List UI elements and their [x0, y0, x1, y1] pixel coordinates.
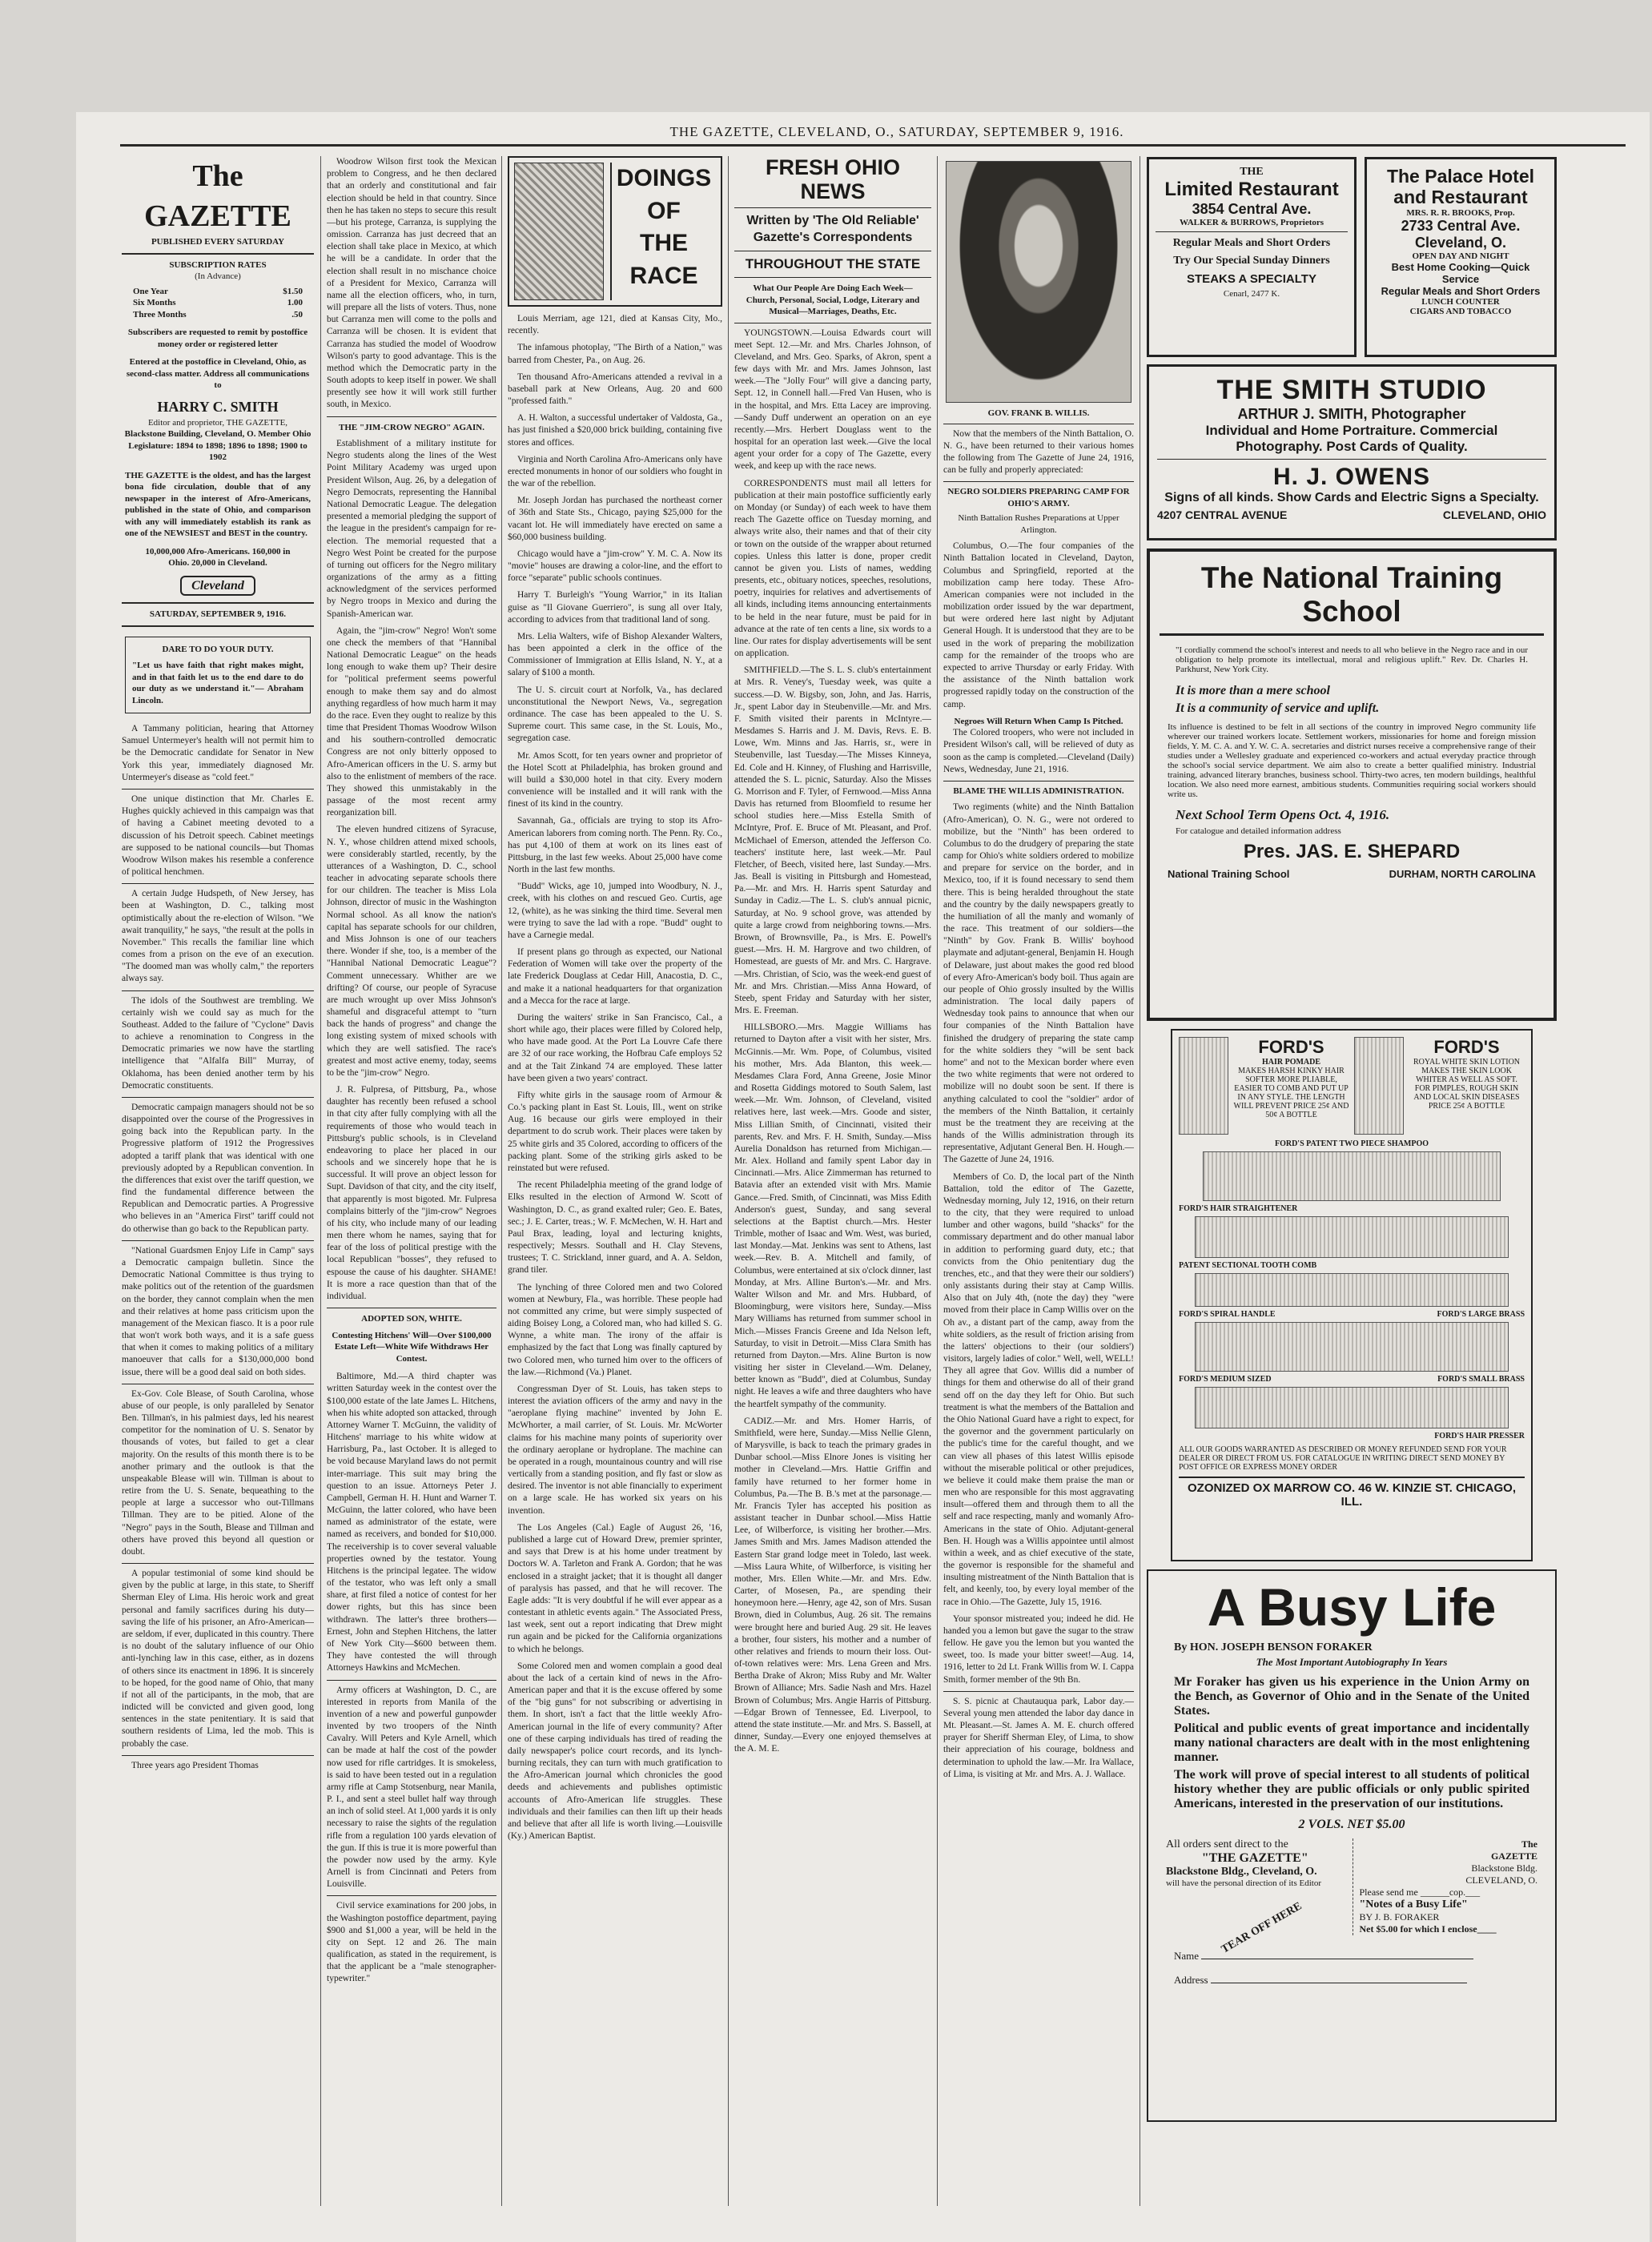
ad-lunch: LUNCH COUNTER — [1421, 296, 1500, 307]
camp-subhead: Ninth Battalion Rushes Preparations at Upper Arlington. — [958, 513, 1119, 535]
article-paragraph: The eleven hundred citizens of Syracuse, N. Y., whose children attend mixed schools, were considerably startled, recently, by the utterances of a Washington, D. C., school teacher in advocating separate schools there for our children. The teacher is Miss Lola Johnson, director of music in the Washington Normal school. As all know the nation's capital has separate schools for our children, and Miss Johnson is one of our teachers there. Wonder if she, too, is a member of the "Hannibal National Democratic League"? Comment unnecessary. Whither are we drifting? Of course, our people of Syracuse are much wrought up over Miss Johnson's shameful and disgraceful attempt to "turn back the hands of progress" and change the long existing system of mixed schools with which they are well satisfied. The race's greatest and most active enemy, today, seems to be the "jim-crow" Negro. — [327, 825, 496, 1078]
coupon-line: Blackstone Bldg. — [1471, 1862, 1537, 1874]
column-divider — [320, 156, 321, 2206]
willis-headline: BLAME THE WILLIS ADMINISTRATION. — [953, 786, 1124, 796]
lotion-bottle-image — [1354, 1037, 1404, 1135]
ad-guarantee: ALL OUR GOODS WARRANTED AS DESCRIBED OR MONEY REFUNDED SEND FOR YOUR DEALER OR DIRECT FROM US. FOR CATALOGUE IN WRITING DIRECT SEND MONEY BY POST OFFICE OR EXPRESS MONEY ORDER — [1179, 1445, 1507, 1472]
editor-address: Blackstone Building, Cleveland, O. Member Ohio Legislature: 1894 to 1898; 1896 to 1898; 1900 to 1902 — [124, 429, 312, 463]
column-2 — [327, 156, 496, 2206]
ad-owens-name: H. J. OWENS — [1272, 464, 1431, 490]
article-paragraph: The Colored troopers, who were not included in President Wilson's call, will be relieved of duty as soon as the camp is completed.—Cleveland (Daily) News, Wednesday, June 21, 1916. — [943, 728, 1134, 774]
ad-school-president: Pres. JAS. E. SHEPARD — [1243, 841, 1461, 862]
ad-product-text: MAKES HARSH KINKY HAIR SOFTER MORE PLIABLE, EASIER TO COMB AND PUT UP IN ANY STYLE. THE LENGTH WILL PREVENT PRICE 25¢ AND 50¢ A BOTTLE — [1233, 1067, 1349, 1119]
news-item: Ten thousand Afro-Americans attended a revival in a baseball park at New Orleans, Aug. 20 and 600 "professed faith." — [508, 372, 722, 407]
ad-book-price: 2 VOLS. NET $5.00 — [1298, 1818, 1405, 1831]
news-item: The infamous photoplay, "The Birth of a Nation," was barred from Chester, Pa., on Aug. 26. — [508, 343, 722, 365]
sectional-comb-image — [1195, 1273, 1509, 1307]
ad-book-subtitle: The Most Important Autobiography In Years — [1256, 1656, 1448, 1668]
town-report: SMITHFIELD.—The S. L. S. club's entertainment at Mrs. R. Veney's, Tuesday week, was quite a success.—D. W. Bigsby, son, John, and Jas. Harris, Jr., spent Labor day in Steubenville.—Mr. and Mrs. F. Smith visited their parents in McIntyre.—Mesdames S. Harris and J. M. Davis, Revs. E. B. Lowe, Wm. Minns and Jas. Harris, sr., were in Steubenville, last Tuesday.—The Misses Kinneya, Ed. Cole and H. Kinney, of Flushing and Harrisville, attended the S. L. picnic, Saturday. Also the Misses G. Morrison and F. Tyler, of Fernwood.—Miss Anna Davis has returned from Bloomfield to resume her school studies here.—Miss Estella Smith of McIntyre, Prof. E. Bruce of Mt. Pleasant, and Prof. McMichael of Emerson, attended the Jefferson Co. teachers' institute here, last week.—Mr. Paul Fletcher, of Beech, visited here, last Sunday.—Mrs. Jas. Beall is visiting in Pittsburgh and Homestead, Pa.—Mr. and Mrs. H. Harris spent Saturday and Sunday in Cadiz.—The L. S. club's annual picnic, Saturday, at No. 9 school grove, was attended by quite a large crowd from neighboring towns.—Mrs. Brown, of Brownsville, Pa., is Mrs. E. Powell's guest.—Mrs. H. M. Hargrove and two children, of Homestead, are guests of Mr. and Mrs. C. Hargrave.—Mrs. Christian, of Scio, was the week-end guest of Mr. and Mrs. Christian.—Miss Anna Howard, of Steeb, spent Friday and Saturday with her sister, Mrs. E. Freeman. — [734, 665, 931, 1016]
ad-footer: DURHAM, NORTH CAROLINA — [1389, 868, 1536, 880]
ad-product-label: FORD'S HAIR PRESSER — [1434, 1432, 1525, 1440]
limited-restaurant-ad — [1147, 157, 1357, 357]
straightener-image — [1195, 1216, 1509, 1258]
medium-comb-image — [1195, 1387, 1509, 1428]
ad-author: By HON. JOSEPH BENSON FORAKER — [1174, 1641, 1373, 1653]
editorial-paragraph: A certain Judge Hudspeth, of New Jersey, has been at Washington, D. C., talking most optimistically about the re-election of Wilson. "We await tranquility," he says, "the result at the polls in November." This recalls the familiar line which comes from a prison on the eve of an execution. "The doomed man was wholly calm," the reporters always say. — [122, 889, 314, 984]
article-paragraph: Establishment of a military institute for Negro students along the lines of the West Point Military Academy was urged upon President Wilson, Aug. 26, by a delegation of Negro Democrats, representing the Hannibal National Democratic League. The delegation presented a memorial pledging the support of the league in the president's campaign for re-election. The memorial requested that a Negro West Point be created for the purpose of turning out officers for the Negro military organizations of the army as a fitting acknowledgment of the services performed by Negro troops in Mexico and during the Spanish-American war. — [327, 439, 496, 619]
ad-product-label: FORD'S SPIRAL HANDLE — [1179, 1310, 1276, 1319]
ad-book-text: Mr Foraker has given us his experience in the Union Army on the Bench, as Governor of Ohio and in the Senate of the United States. — [1174, 1675, 1529, 1718]
ad-address: 4207 CENTRAL AVENUE — [1157, 508, 1288, 521]
news-item: Mrs. Lelia Walters, wife of Bishop Alexander Walters, has been appointed a clerk in the office of the Commissioner of Immigration at Ellis Island, N. Y., at a salary of $100 a month. — [508, 631, 722, 678]
masthead: THE GAZETTE, CLEVELAND, O., SATURDAY, SEPTEMBER 9, 1916. — [669, 124, 1124, 139]
ad-school-tagline: It is more than a mere school — [1176, 684, 1330, 697]
population-stats: 10,000,000 Afro-Americans. 160,000 in Ohio. 20,000 in Cleveland. — [145, 546, 291, 569]
coupon-line: The — [1521, 1838, 1537, 1850]
ad-brand-sub: HAIR POMADE — [1261, 1058, 1321, 1067]
ad-the: THE — [1240, 166, 1264, 178]
adopted-son-headline: ADOPTED SON, WHITE. — [361, 1314, 462, 1324]
adopted-son-subhead: Contesting Hitchens' Will—Over $100,000 Estate Left—White Wife Withdraws Her Contest. — [332, 1330, 492, 1364]
editorial-paragraph: Ex-Gov. Cole Blease, of South Carolina, whose abuse of our people, is only paralleled by Senator Ben. Tillman's, in his palmiest days, led his nearest competitor for the nomination of U. S. Senator by thousands of votes, but failed to get a clear majority. On the results of this month there is to be another primary and the outlook is that the unspeakable Blease will win. Tillman is about to retire from the U. S. Senate, bequeathing to the people at large a successor who out-Tillmans Tillman. They are to be pitied. Alone of the "Negro" pays in the South, Blease and Tillman and others have proved this beyond all question or doubt. — [122, 1388, 314, 1557]
ad-product-label: FORD'S MEDIUM SIZED — [1179, 1375, 1272, 1384]
entered-note: Entered at the postoffice in Cleveland, Ohio, as second-class matter. Address all communications to — [126, 357, 310, 391]
brass-comb-image — [1195, 1322, 1509, 1372]
ad-brand: FORD'S — [1258, 1037, 1324, 1057]
editorial-paragraph: Democratic campaign managers should not be so disappointed over the course of the Progressives in going back into the Republican party. In the Progressive platform of 1912 the Progressives adopted a tariff plank that was identical with one previously adopted by a Republican convention. In the differences that exist over the tariff question, we find the fundamental difference between the Republican and Democratic parties. A Progressive who believes in an "America First" tariff could not do otherwise than go back to the Republican party. — [122, 1102, 314, 1234]
editorial-paragraph: The idols of the Southwest are trembling. We certainly wish we could say as much for the Southeast. Added to the failure of "Cyclone" Davis to achieve a renomination to Congress in the Democratic primaries we now have the startling intelligence that "Alfalfa Bill" Murray, of Oklahoma, has been denied another term by his Democratic constituents. — [122, 995, 314, 1091]
town-report: YOUNGSTOWN.—Louisa Edwards court will meet Sept. 12.—Mr. and Mrs. Charles Johnson, of Cleveland, and Mrs. Geo. Sparks, of Akron, spent a few days with Mr. and Mrs. James Johnson, last week.—The "Jolly Four" will give a dancing party, Sept. 12, in Connell hall.—Fred Van Husen, who is in the hospital, and Mrs. Etta Lacey are improving.—Sandy Duff underwent an operation on an eye recently.—Mrs. Herbert Douglass went to the hospital for an operation last week.—Give the local agent your order for a copy of The Gazette, every week, and keep up with the race news. — [734, 327, 931, 472]
ad-personal: will have the personal direction of its Editor — [1166, 1878, 1321, 1888]
news-item: Harry T. Burleigh's "Young Warrior," in its Italian guise as "Il Giovane Guerriero", is sung all over Italy, according to advices from that traditional land of song. — [508, 590, 722, 625]
ad-brand: FORD'S — [1433, 1037, 1500, 1057]
news-item: "Budd" Wicks, age 10, jumped into Woodbury, N. J., creek, with his clothes on and rescued Geo. Curtis, age 12, (white), as he was sinking the third time. Several men were trying to save the lad with a rope. "Budd" ought to have a Carnegie medal. — [508, 882, 722, 940]
ad-school-body: Its influence is destined to be felt in all sections of the country in improved Negro community life wherever our trained workers locate. Settlement workers, missionaries for home and foreign mission fields, Y. M. C. A. and Y. W. C. A. secretaries and district nurses receive a comprehensive range of their studies under a Wellesley graduate and experienced co-workers and actual everyday practice through the school's social service department. We aim also to create a better qualified ministry. Industrial training, advanced literary branches, business school. Thirty-two acres, ten modern buildings, healthful location. We also need more earnest, ambitious students. Communities requiring social workers should write us. — [1168, 722, 1536, 799]
editorial-paragraph: A Tammany politician, hearing that Attorney Samuel Untermeyer's health will not permit him to be the Democratic candidate for Senator in New York this year, immediately diagnosed Mr. Untermeyer's disease as "cold feet." — [122, 724, 314, 782]
article-paragraph: Again, the "jim-crow" Negro! Won't some one check the members of that "Hannibal National Democratic League" on the heads long enough to wake them up? Their desire for "political preferment seems powerful enough to make them say and do almost anything regardless of how much harm it may do the race. Even they ought to realize by this time that President Thomas Woodrow Wilson and his southern-controlled democratic Congress are not only bitterly opposed to Afro-American officers in the U. S. army but also to the enlistment of members of the race. They showed this unmistakably in the passage of the most recent army reorganization bill. — [327, 625, 496, 818]
column-divider — [501, 156, 502, 2206]
ad-signs: Signs of all kinds. Show Cards and Electric Signs a Specialty. — [1164, 491, 1539, 504]
editor-name: HARRY C. SMITH — [157, 398, 279, 415]
news-item: During the waiters' strike in San Francisco, Cal., a short while ago, their places were filled by Colored help, who have made good. At the Port La Louvre Cafe there are 32 of our race working, the Hofbrau Cafe employs 52 and at the Tait Zinkand 74 are employed. These latter have been given a two years' contract. — [508, 1012, 722, 1083]
ad-gazette: "THE GAZETTE" — [1201, 1851, 1308, 1865]
news-item: Mr. Amos Scott, for ten years owner and proprietor of the Hotel Scott at Philadelphia, has broken ground and will build a $30,000 hotel in that city. Every modern convenience will be installed and it will rank with the finest of its kind in the country. — [508, 750, 722, 810]
ad-product-label: FORD'S HAIR STRAIGHTENER — [1179, 1204, 1298, 1213]
top-rule — [120, 144, 1626, 147]
ad-cooking: Best Home Cooking—Quick Service — [1391, 260, 1530, 285]
cleveland-logo: Cleveland — [180, 576, 255, 596]
duty-box — [125, 637, 311, 714]
subscription-note: (In Advance) — [195, 271, 241, 282]
smith-studio-ad — [1147, 364, 1557, 540]
news-item: The lynching of three Colored men and two Colored women at Newbury, Fla., was horrible. These people had not committed any crime, but were simply suspected of aiding Boisey Long, a Colored man, who had killed S. G. Wynne, a white man. The irony of the affair is emphasized by the fact that Long was finally captured by two Colored men, who turned him over to the officers of the law.—Richmond (Va.) Planet. — [508, 1282, 722, 1377]
ad-phone: Cenarl, 2477 K. — [1223, 289, 1280, 299]
article-paragraph: S. S. picnic at Chautauqua park, Labor day.—Several young men attended the labor day dance in Mt. Pleasant.—St. James A. M. E. church offered prayer for Sheriff Sherman Eley, of Lima, to show their appreciation of his courage, boldness and determination to uphold the law.—Mr. Ira Wallace, of Lima, is visiting at Mr. and Mrs. A. J. Wallace. — [943, 1696, 1134, 1779]
order-coupon[interactable] — [1353, 1838, 1538, 1935]
column-4 — [734, 156, 931, 2206]
news-item: If present plans go through as expected, our National Federation of Women will take over the property of the late Frederick Douglass at Cedar Hill, Anacostia, D. C., and make it a national headquarters for that organization and a Mecca for the race at large. — [508, 947, 722, 1006]
doings-banner — [508, 156, 722, 307]
coupon-line: BY J. B. FORAKER — [1359, 1911, 1440, 1923]
jim-crow-headline: THE "JIM-CROW NEGRO" AGAIN. — [339, 422, 484, 432]
editor-role: Editor and proprietor, THE GAZETTE, — [147, 417, 288, 428]
ad-city: CLEVELAND, OHIO — [1442, 508, 1546, 521]
news-item: Some Colored men and women complain a good deal about the lack of a certain kind of news in the Afro-American paper and that it is the excuse offered by some of the "big guns" for not subscribing or advertising in them. In short, isn't a fact that the little weekly Afro-American journal in the life of every community? After one of these carping individuals has tired of reading the daily newspaper's police court records, and its lynch-burning recitals, they can turn with much gratification to the Afro-American journal which chronicles the good deeds and achievements and publishes optimistic accounts of Afro-American life struggles. These individuals and their families can then lift up their heads and believe that after all life is worth living.—Louisville (Ky.) American Baptist. — [508, 1661, 722, 1842]
editorial-paragraph: A popular testimonial of some kind should be given by the public at large, in this state, to Sheriff Sherman Eley of Lima. His heroic work and great personal and family sacrifices during his duty—saving the life of his prisoner, an Afro-American—are seldom, if ever, duplicated in this country. There is no doubt of the salutary influence of our Ohio anti-lynching law in this case, either, as in dozens of others since its enactment in 1896. It is sincerely to be hoped, for the good name of Ohio, that many if not all of the participants, in the mob, that are indicted will be convicted and given good, long sentences in the state penitentiary. It is said that southern residents of Lima, led the mob. This is probably the case. — [122, 1569, 314, 1749]
town-report: CADIZ.—Mr. and Mrs. Homer Harris, of Smithfield, were here, Sunday.—Miss Nellie Glenn, of Marysville, is back to teach the primary grades in Dunbar school.—Miss Elnore Jones is visiting her mother in Cleveland.—Mrs. Hattie Griffin and family have returned to her former home in Columbus, Pa.—The B. B.'s met at the parsonage.—Mr. Francis Tyler has accepted his position as assistant teacher in Dunbar school.—Miss Hattie Lee, of Wilberforce, is visiting her brother.—Mrs. James Smith and Mrs. James Madison attended the Eastern Star grand lodge meet in Toledo, last week.—Miss Laura White, of Wilberforce, is visiting her mother, Mrs. Ellen White.—Mr. and Mrs. Edw. Carter, of Mosesen, Pa., are spending their honeymoon here.—Henry, age 42, son of Mrs. Susan Brown, died in Columbus, Aug. 26 sit. The remains were brought here and buried Aug. 29 sit. He leaves a brother, four sisters, his mother and a number of other relatives and friends to mourn their loss. Out-of-town relatives were: Mrs. Lena Green and Mrs. Bertha Drake of Akron; Miss Ruby and Mr. Walter Brown of Alliance; Mrs. Sadie Nash and Mrs. Hazel Brown of Columbus; Mrs. Angie Harris of Pittsburg.—Edgar Brown of Tennessee, Ed. Liverpool, to attend the state institute.—Mr. and Mrs. S. Bassell, at dinner, Sunday.—Every one enjoyed themselves at the A. M. E. — [734, 1416, 931, 1754]
pomade-jar-image — [1179, 1037, 1228, 1135]
news-item: Savannah, Ga., officials are trying to stop its Afro-American laborers from coming north. The Penn. Ry. Co., has put 4,100 of them at work on its lines east of Pittsburg, in the last few weeks. About 25,000 have come North in the last few months. — [508, 816, 722, 875]
news-item: Louis Merriam, age 121, died at Kansas City, Mo., recently. — [508, 314, 722, 336]
ad-steaks: STEAKS A SPECIALTY — [1187, 272, 1316, 286]
ad-proprietor: MRS. R. R. BROOKS, Prop. — [1406, 207, 1515, 218]
fords-hair-ad — [1171, 1029, 1533, 1561]
editorial-paragraph: Three years ago President Thomas — [131, 1760, 259, 1770]
ad-studio-name: THE SMITH STUDIO — [1216, 375, 1487, 405]
ad-product-label: PATENT SECTIONAL TOOTH COMB — [1179, 1261, 1317, 1270]
ad-line: Individual and Home Portraiture. Commercial — [1205, 423, 1498, 438]
news-item: The U. S. circuit court at Norfolk, Va., has declared unconstitutional the Newport News, Va., segregation ordinance. The case has been appealed to the U. S. Supreme court. This same case, in the St. Louis, Mo., segregation case. — [508, 685, 722, 744]
column-divider — [937, 156, 938, 2206]
coupon-line: GAZETTE — [1490, 1850, 1537, 1862]
ad-meals: Regular Meals and Short Orders — [1172, 237, 1331, 249]
tear-off-label: TEAR OFF HERE — [1219, 1900, 1304, 1956]
ad-book-text: The work will prove of special interest to all students of political history whether they are public officials or only public spirited Americans, interested in the preservation of our institutions. — [1174, 1768, 1529, 1810]
news-item: Mr. Joseph Jordan has purchased the northeast corner of 36th and State Sts., Chicago, paying $25,000 for the vacant lot. He will immediately have erected on same a $60,000 business building. — [508, 496, 722, 542]
ad-photographer: ARTHUR J. SMITH, Photographer — [1237, 406, 1466, 422]
article-subhead: Negroes Will Return When Camp Is Pitched. — [954, 716, 1123, 726]
banner-illustration — [514, 163, 604, 300]
article-paragraph: J. R. Fulpresa, of Pittsburg, Pa., whose daughter has recently been refused a school in that city after fully complying with all the requirements of those who would teach in Pittsburg's public schools, is in Cleveland endeavoring to place her placed in our schools and we sincerely hope that he is successful. It will prove an object lesson for Supt. Davidson of that city, and the city itself, that apparently is most bigoted. Mr. Fulpresa complains bitterly of the "jim-crow" Negroes of his city, who include many of our leading men there whom he names, saying that for fear of the loss of political prestige with the local Republican "bosses", they refused to espouse the cause of his daughter. SHAME! It is more a race question than that of the individual. — [327, 1085, 496, 1301]
ad-product-label: FORD'S SMALL BRASS — [1437, 1375, 1525, 1384]
banner-title: DOINGS OF THE RACE — [610, 163, 716, 300]
article-paragraph: Members of Co. D, the local part of the Ninth Battalion, told the editor of The Gazette, Wednesday morning, July 12, 1916, on their return to the city, that they were required to unload lumber and other wagons, build "shacks" for the commissary department and do other manual labor in addition to performing guard duty, etc.; that convicts from the Ohio penitentiary dug the trenches, etc., and that they were their our soldiers') only assistants during their stay at Camp Willis. Also that on July 4th, (note the day) they "were moved from their place in Camp Willis over on the Oh av., a distant part of the camp, away from the white soldiers, as the result of friction arising from the latters' objections to their (our soldiers') visitors, largely ladies of color." Well, well, WELL! They all agree that Gov. Willis did a number of things for them and otherwise do all of their grand send off on the day they left for Ohio. But such treatment is what the members of the Battalion and the Ohio National Guard have a right to expect, for the governor and the government particularly on the public's time for the careful thought, and we can view all phases of this latest Willis episode without the miserable political or other prejudices, we believe it could make them praise the man or men who are responsible for this most aggravating insult—offered them and through them to all the self and race respecting, manly and womanly Afro-Americans in the state of Ohio. Adjutant-general Ben. H. Hough was a Willis appointee until almost within a week, and as chief executive of the state, the governor is responsible for the shameful and insulting mistreatment of the Ninth Battalion that is felt, and keenly, too, by every loyal member of the race in Ohio.—The Gazette, July 15, 1916. — [943, 1171, 1134, 1607]
ad-dinners: Try Our Special Sunday Dinners — [1173, 255, 1330, 267]
rates-list: One Year $1.50 Six Months 1.00 Three Months .50 — [133, 286, 303, 319]
ohio-news-byline: Written by 'The Old Reliable' Gazette's Correspondents — [746, 214, 919, 245]
portrait-caption: GOV. FRANK B. WILLIS. — [987, 408, 1090, 418]
ad-school-name: The National Training School — [1160, 561, 1544, 636]
ad-product-text: ROYAL WHITE SKIN LOTION MAKES THE SKIN LOOK WHITER AS WELL AS SOFT. FOR PIMPLES, ROUGH SKIN AND LOCAL SKIN DISEASES PRICE 25¢ A BOTTLE — [1413, 1058, 1521, 1111]
news-item: The recent Philadelphia meeting of the grand lodge of Elks resulted in the election of Armond W. Scott of Washington, D. C., as grand exalted ruler; Geo. E. Bates, sec.; J. E. Carter, treas.; W. F. McMechen, W. H. Hart and Paul Brax, leading, loyal and lecturing knights, respectively; Messrs. Southall and H. Clay Stevens, trustees; T. C. Strickland, inner guard, and A. A. Seldon, grand tiler. — [508, 1180, 722, 1276]
column-3 — [508, 156, 722, 2206]
ad-product-label: FORD'S LARGE BRASS — [1437, 1310, 1525, 1319]
editorial-paragraph: One unique distinction that Mr. Charles E. Hughes quickly achieved in this campaign was that of having a Cabinet meeting devoted to a discussion of his Detroit speech. Cabinet meetings are supposed to be national councils—but Thomas Woodrow Wilson makes his resemble a conference of political henchmen. — [122, 794, 314, 878]
ad-address: 3854 Central Ave. — [1192, 201, 1312, 217]
ad-address: 2733 Central Ave. — [1401, 217, 1521, 234]
article-paragraph: Two regiments (white) and the Ninth Battalion (Afro-American), O. N. G., were not ordered to mobilize, but the "Ninth" has been ordered to Columbus to do the drudgery of preparing the state camp for Ohio's white soldiers ordered to mobilize and prepare for service on the border, and in Mexico, too, if it is found necessary to send them there. This is being heralded throughout the state and the country by the daily newspapers greatly to the humiliation of all the manly and womanly of the race. This treatment of our soldiers—the "Ninth" by Gov. Frank B. Willis' boyhood playmate and adjutant-general, Benjamin H. Hough of Delaware, just about makes the good red blood of every Afro-American's body boil. Thus again are our people of Ohio grossly insulted by the Willis administration. The local daily papers of Wednesday took pains to announce that when our four companies of the Ninth Battalion have finished the drudgery of preparing the state camp for the white soldiers they "will be sent back home" and not to the Mexican border where even the two white regiments that were not ordered to mobilize will no doubt soon be sent. If there is anything calculated to cool the "soldier" ardor of the members of the Ninth Battalion, it certainly must be the treatment they are receiving at the hands of the Willis administration through its representative, Adjutant General Ben. H. Hough.—The Gazette of June 24, 1916. — [943, 802, 1134, 1165]
ohio-news-title: FRESH OHIO NEWS — [765, 156, 900, 203]
news-item: Chicago would have a "jim-crow" Y. M. C. A. Now its "movie" houses are drawing a color-line, and the effort to force "separate" public schools continues. — [508, 548, 722, 584]
ad-school-quote: "I cordially commend the school's interest and needs to all who believe in the Negro race and in our obligation to help promote its intellectual, moral and religious uplift." Rev. Dr. Charles H. Parkhurst, New York City. — [1176, 645, 1528, 674]
article-paragraph: Baltimore, Md.—A third chapter was written Saturday week in the contest over the $100,000 estate of the late James L. Hitchens, when his white adopted son attacked, through Attorney Warner T. McGuinn, the validity of Hitchens' marriage to his white widow at Harrisburg, Pa., last October. It is alleged to be void because Maryland laws do not permit inter-marriage. This suit may bring the question to an issue. Attorneys Peter J. Campbell, German H. H. Hunt and Warner T. McGuinn, the latter colored, who have been named as administrator of the estate, were named as receivers, and bonded for $10,000. The receivership is to cover several valuable properties owned by the testator. Young Hitchens is the principal legatee. The widow of the testator, who was left only a small share, at first filed a notice of contest for her dower rights, but this has since been withdrawn. The latter's three brothers—Ernest, John and Stephen Hitchens, the latter of New York City—$600 between them. They have contested the will through Attorneys Hawkins and McMechen. — [327, 1372, 496, 1673]
article-paragraph: Army officers at Washington, D. C., are interested in reports from Manila of the invention of a new and powerful gunpowder invented by two troopers of the Ninth Cavalry. Will Peters and Kyle Arnell, which can be made at half the cost of the powder now used for rifle cartridges. It is smokeless, is said to have been tested out in a regulation army rifle at Camp Stotsenburg, near Manila, P. I., and sent a steel bullet half way through an inch of solid steel. At 1,000 yards it is only necessary to raise the sights of the regulation rifle from a regulation 100 yards elevation of the gun. If this is true it is more powerful than the powder now used by the army. Kyle Arnell is from Cincinnati and Peters from Louisville. — [327, 1685, 496, 1890]
ad-book-title: A Busy Life — [1207, 1577, 1497, 1637]
ad-line: Photography. Post Cards of Quality. — [1236, 439, 1468, 454]
news-item: The Los Angeles (Cal.) Eagle of August 26, '16, published a large cut of Howard Drew, premier sprinter, and says that Drew is at his home under treatment by Doctors W. A. Tarleton and Frank A. Gordon; that he was enclosed in a straight jacket; that it is thought all danger of paralysis has passed, and that he will recover. The Eagle adds: "It is very doubtful if he will ever appear as a contestant in athletic events again." The Associated Press, last week, sent out a report indicating that Drew might run again and be picked for the California organizations to which he belongs. — [508, 1522, 722, 1654]
requested-note: Subscribers are requested to remit by postoffice money order or registered letter — [127, 327, 308, 349]
ad-company: OZONIZED OX MARROW CO. 46 W. KINZIE ST. CHICAGO, ILL. — [1179, 1477, 1525, 1509]
correspondents-notice: CORRESPONDENTS must mail all letters for publication at their main postoffice sufficiently early on Monday (or Sunday) of each week to have them reach The Gazette office on Tuesday morning, and always write also, their names and that of their city or town on the outside of the wrapper about returned copies. Unless this latter is done, proper credit cannot be given you. Lists of names, wedding presents, etc., obituary notices, speeches, resolutions, poetry, inquiries for relatives and advertisements of all kinds, including items announcing entertainments to be held in the near future, must be paid for in advance at the rate of ten cents a line, six words to a line. Our rates for display advertisements will be sent on application. — [734, 478, 931, 659]
gazette-title: The GAZETTE — [144, 159, 291, 234]
circulation-claim: THE GAZETTE is the oldest, and has the largest bona fide circulation, double that of any newspaper in the interest of Afro-Americans, published in the state of Ohio, and comparison with any will immediately establish its rank as one of the NEWSIEST and BEST in the country. — [125, 470, 311, 539]
subscription-heading: SUBSCRIPTION RATES — [169, 259, 267, 270]
ad-product-label: FORD'S PATENT TWO PIECE SHAMPOO — [1274, 1139, 1429, 1148]
news-item: Fifty white girls in the sausage room of Armour & Co.'s packing plant in East St. Louis, Ill., went on strike Aug. 16 because our girls were employed in their department to do scrub work. Their places were taken by 25 white girls and 35 Colored, according to officers of the packing plant. Some of the striking girls asked to be reinstated but were refused. — [508, 1090, 722, 1173]
column-1 — [122, 156, 314, 2206]
duty-heading: DARE TO DO YOUR DUTY. — [162, 644, 274, 654]
ad-city: Cleveland, O. — [1414, 234, 1507, 251]
coupon-line: Please send me ______cop.___ — [1359, 1886, 1481, 1898]
coupon-line: "Notes of a Busy Life" — [1359, 1898, 1468, 1911]
ad-proprietors: WALKER & BURROWS, Proprietors — [1179, 218, 1324, 227]
ad-order-text: All orders sent direct to the — [1166, 1838, 1288, 1850]
palace-hotel-ad — [1365, 157, 1557, 357]
ad-cigars: CIGARS AND TOBACCO — [1409, 306, 1512, 316]
ad-meals: Regular Meals and Short Orders — [1381, 284, 1541, 297]
article-paragraph: Woodrow Wilson first took the Mexican problem to Congress, and he then declared that an orderly and constitutional and fair election should be held in that country. Since then he has taken no steps to secure this result—but his protege, Carranza, is supplying the omission. Carranza has just decreed that an election shall take place in Mexico, at which he will be a candidate. In order that the election shall result in no mischance choice of a President for Mexico, Carranza will name all the election officers, who, in turn, will prepare all the lists of voters. Thus, none but Carranza men will come to the polls and Carranza will be chosen. It is evident that Carranza has studied the model of Woodrow Wilson's party to good advantage. This is the method which the Democratic party in the South adopts to keep itself in power. We shall presently see how it will work still further south, in Mexico. — [327, 157, 496, 410]
news-item: A. H. Walton, a successful undertaker of Valdosta, Ga., has just finished a $20,000 brick building, containing five stores and offices. — [508, 413, 722, 448]
ad-school-catalog: For catalogue and detailed information address — [1176, 826, 1341, 836]
ad-hours: OPEN DAY AND NIGHT — [1412, 251, 1509, 261]
ohio-news-subtitle: THROUGHOUT THE STATE — [745, 255, 921, 271]
busy-life-ad — [1147, 1569, 1557, 2122]
lincoln-quote: "Let us have faith that right makes might, and in that faith let us to the end dare to do our duty as we understand it."— Abraham Lincoln. — [132, 661, 303, 705]
comb-image — [1203, 1151, 1501, 1201]
ohio-news-deck: What Our People Are Doing Each Week—Church, Personal, Social, Lodge, Literary and Musical—Marriages, Deaths, Etc. — [746, 283, 920, 317]
column-divider — [728, 156, 729, 2206]
ad-hotel-name: The Palace Hotel and Restaurant — [1386, 166, 1535, 208]
editorial-paragraph: "National Guardsmen Enjoy Life in Camp" says a Democratic campaign bulletin. Since the Democratic National Committee is thus trying to make politics out of the retention of the guardsmen on the border, they cannot complain when the men and their relatives at home pass criticism upon the management of the Mexican fiasco. It is a poor rule that won't work both ways, and it is a safe guess that when it comes to making politics of a military manoeuver that calls for a $130,000,000 bond issue, there will be a good deal said on both sides. — [122, 1245, 314, 1377]
article-paragraph: Civil service examinations for 200 jobs, in the Washington postoffice department, paying $900 and $1,000 a year, will be held in the city on Sept. 12 and 26. The main qualification, as stated in the requirement, is that the applicant be a "male stenographer-typewriter." — [327, 1901, 496, 1984]
ad-building: Blackstone Bldg., Cleveland, O. — [1166, 1866, 1317, 1878]
ad-school-tagline: It is a community of service and uplift. — [1176, 701, 1380, 715]
issue-date: SATURDAY, SEPTEMBER 9, 1916. — [149, 609, 287, 620]
national-training-school-ad — [1147, 548, 1557, 1021]
column-5 — [943, 156, 1134, 2206]
article-paragraph: Now that the members of the Ninth Battalion, O. N. G., have been returned to their various homes the following from The Gazette of June 24, 1916, can be fully and properly appreciated: — [943, 428, 1134, 476]
coupon-line: CLEVELAND, O. — [1465, 1874, 1537, 1886]
camp-headline: NEGRO SOLDIERS PREPARING CAMP FOR OHIO'S ARMY. — [947, 487, 1130, 508]
ad-restaurant-name: Limited Restaurant — [1164, 179, 1339, 200]
ad-footer: National Training School — [1168, 868, 1290, 880]
published-line: PUBLISHED EVERY SATURDAY — [151, 237, 285, 247]
governor-portrait — [946, 161, 1131, 403]
news-item: Virginia and North Carolina Afro-Americans only have erected monuments in honor of our soldiers who fought in the war of the rebellion. — [508, 454, 722, 489]
coupon-line: Net $5.00 for which I enclose____ — [1359, 1923, 1497, 1935]
address-label: Address — [1174, 1974, 1208, 1986]
name-label: Name — [1174, 1950, 1200, 1962]
article-paragraph: Columbus, O.—The four companies of the Ninth Battalion located in Cleveland, Dayton, Columbus and Springfield, reported at the mobilization camp here today. These Afro-American companies were not included in the mobilization order issued by the war department, but were ordered here last night by Adjutant General Hough. It is understood that they are to be used in the work of preparing the mobilization camp for the remainder of the troops who are expected to arrive Thursday or early Friday. With the assistance of the Ninth battalion work progressed rapidly today on the construction of the camp. — [943, 541, 1134, 709]
ad-book-text: Political and public events of great importance and incidentally many national characters are dealt with in the most enlightening manner. — [1174, 1722, 1529, 1764]
town-report: HILLSBORO.—Mrs. Maggie Williams has returned to Dayton after a visit with her sister, Mrs. McGinnis.—Mr. Wm. Pope, of Columbus, visited his mother, Mrs. Ada Blanton, this week.—Mesdames Clara Ford, Anna Greene, Josie Minor and Rosetta Giddings motored to South Salem, last week.—Mr. Wm. Johnson, of Cleveland, visited relatives here, last week.—Mrs. Goode and sister, Miss Lillian Smith, of Cincinnati, visited their parents, Rev. and Mrs. F. H. Smith, Sunday.—Miss Aurelia Donaldson has returned from Michigan.—Mr. Alex. Holland and family spent Labor day in Cincinnati.—Mrs. Alice Zimmerman has returned to Batavia after an extended visit with Mrs. Mamie Gance.—Fred. Smith, of Cincinnati, was Miss Edith Anderson's guest, Sunday, and sang several selections at the Baptist church.—Mrs. Hester Trimble, mother of Isaac and Wm. West, was buried, last Monday.—Mat. Jenkins was sent to Athens, last week.—Rev. B. A. Mitchell and family, of Columbus, were entertained at six o'clock dinner, last Monday, at Mrs. Alline Burton's.—Mr. and Mrs. Walter Wilson and Mr. and Mrs. Hubbard, of Bloomingburg, were visitors here, Sunday.—Miss Mary Williams has returned from summer school in Mich.—Misses Francis Greene and Ida Nelson left, Saturday, to visit in Detroit.—Miss Clara Smith has returned from Dayton.—Mrs. Aline Burton is now visiting her sister in Cleveland.—Wm. Delaney, better known as "Budd", died at Columbus, Sunday night. He leaves a wife and three daughters who have the heartfelt sympathy of the community. — [734, 1023, 931, 1409]
ad-school-term: Next School Term Opens Oct. 4, 1916. — [1176, 807, 1390, 822]
article-paragraph: Your sponsor mistreated you; indeed he did. He handed you a lemon but gave the sugar to the straw fellow. He gave you the lemon but you wanted the sweet, too. Is made your bitter sweet!—Aug. 14, 1916, letter to 2d Lt. Frank Willis from W. I. Cappa Smith, former member of the 9th Bn. — [943, 1613, 1134, 1685]
news-item: Congressman Dyer of St. Louis, has taken steps to interest the aviation officers of the army and navy in the "aeroplane flying machine" invented by John E. McWhorter, a mail carrier, of St. Louis. Mr. McWorter claims for his machine many points of superiority over the ordinary aeroplane or hydroplane. The machine can be operated in a rough, mountainous country and will rise vertically from a standing position, and fly fast or slow as desired. The inventor is not able financially to experiment on a large scale. He has worked six years on his invention. — [508, 1384, 722, 1516]
